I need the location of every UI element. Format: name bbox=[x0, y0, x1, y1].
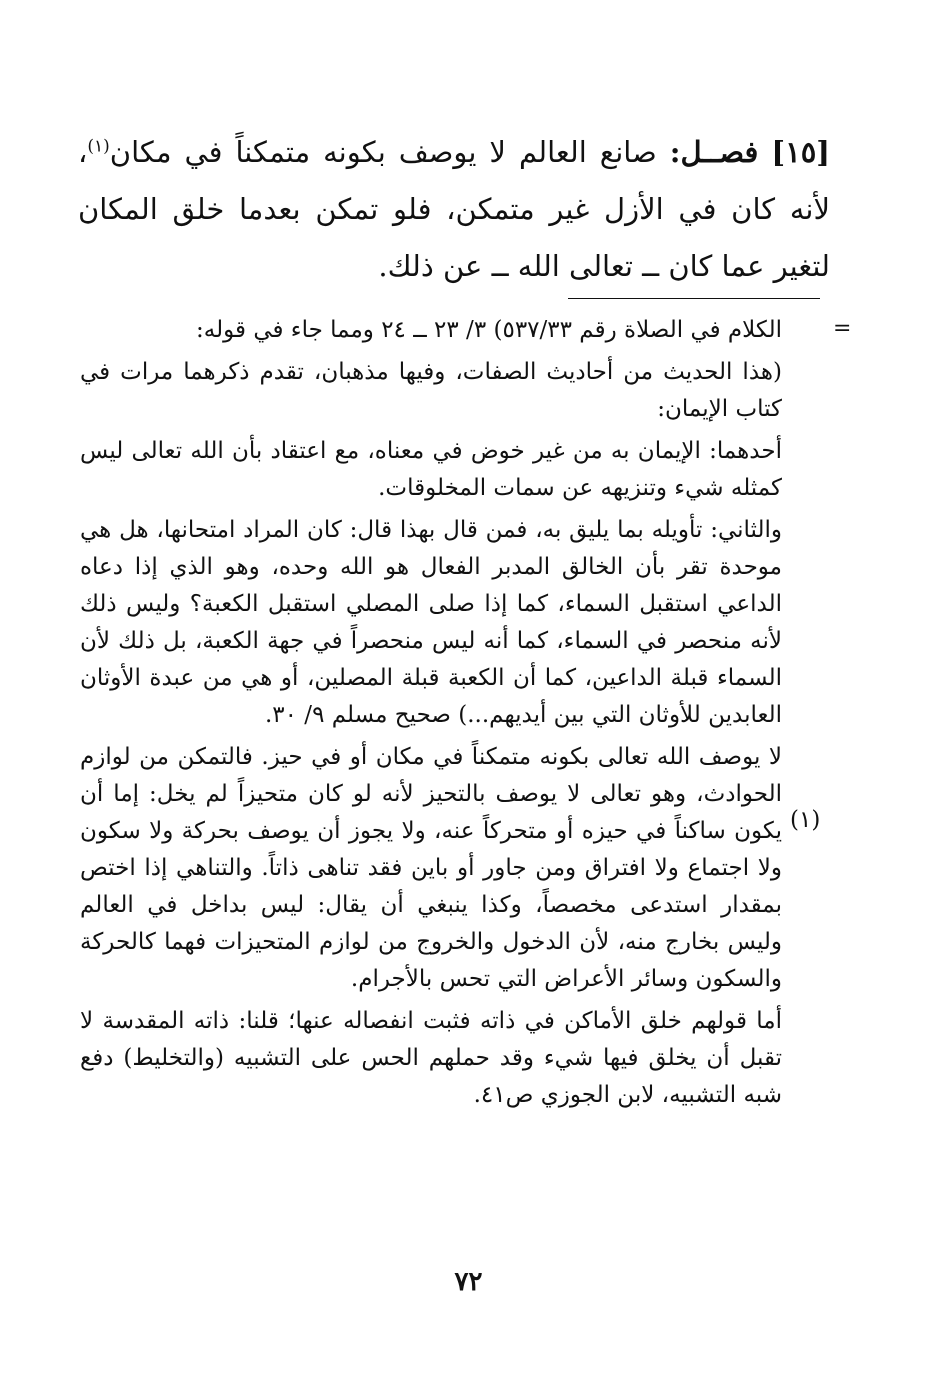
main-text-part2: ، لأنه كان في الأزل غير متمكن، فلو تمكن بعدما خلق المكان لتغير عما كان ــ تعالى الله ــ عن ذلك. bbox=[78, 135, 830, 283]
footnote-separator bbox=[568, 298, 820, 299]
footnote-marker: (١) bbox=[790, 807, 821, 833]
continued-note-second-view: والثاني: تأويله بما يليق به، فمن قال بهذا قال: كان المراد امتحانها، هل هي موحدة تقر بأن الخالق المدبر الفعال هو الله وحده، وهو الذي إذا دعاه الداعي استقبل السماء، كما إذا صلى المصلي استقبل الكعبة؟ وليس ذلك لأنه منحصر في السماء، كما أنه ليس منحصراً في جهة الكعبة، بل ذلك لأن السماء قبلة الداعين، كما أن الكعبة قبلة المصلين، أو هي من عبدة الأوثان العابدين للأوثان التي بين أيديهم...) صحيح مسلم ٩/ ٣٠. bbox=[80, 517, 782, 728]
page-number: ٧٢ bbox=[454, 1267, 483, 1297]
section-heading: فصــل: bbox=[669, 135, 759, 169]
continued-note-quote: (هذا الحديث من أحاديث الصفات، وفيها مذهبان، تقدم ذكرهما مرات في كتاب الإيمان: bbox=[80, 359, 782, 422]
footnotes-area bbox=[80, 312, 782, 1119]
footnote-1-paragraph-1: لا يوصف الله تعالى بكونه متمكناً في مكان أو في حيز. فالتمكن من لوازم الحوادث، وهو تعالى لا يوصف بالتحيز لأنه لو كان متحيزاً لم يخل: إما أن يكون ساكناً في حيزه أو متحركاً عنه، ولا يجوز أن يوصف بحركة ولا سكون ولا اجتماع ولا افتراق ومن جاور أو باين فقد تناهى ذاتاً. والتناهي إذا اختص بمقدار استدعى مخصصاً، وكذا ينبغي أن يقال: ليس بداخل في العالم وليس بخارج منه، لأن الدخول والخروج من لوازم المتحيزات فهما كالحركة والسكون وسائر الأعراض التي تحس بالأجرام. bbox=[80, 744, 782, 992]
footnote-1-paragraph-2: أما قولهم خلق الأماكن في ذاته فثبت انفصاله عنها؛ قلنا: ذاته المقدسة لا تقبل أن يخلق فيها شيء وقد حملهم الحس على التشبيه (والتخليط) دفع شبه التشبيه، لابن الجوزي ص٤١. bbox=[80, 1008, 782, 1108]
continued-note-line: الكلام في الصلاة رقم ٥٣٧/٣٣) ٣/ ٢٣ ــ ٢٤ ومما جاء في قوله: bbox=[196, 317, 782, 343]
main-text-part1: صانع العالم لا يوصف بكونه متمكناً في مكان bbox=[109, 135, 657, 169]
continued-note-first-view: أحدهما: الإيمان به من غير خوض في معناه، مع اعتقاد بأن الله تعالى ليس كمثله شيء وتنزيهه عن سمات المخلوقات. bbox=[80, 438, 782, 501]
main-paragraph bbox=[78, 124, 830, 295]
footnote-reference[interactable]: (١) bbox=[87, 136, 110, 157]
section-number: [١٥] bbox=[771, 135, 831, 169]
continuation-marker: = bbox=[833, 316, 852, 341]
